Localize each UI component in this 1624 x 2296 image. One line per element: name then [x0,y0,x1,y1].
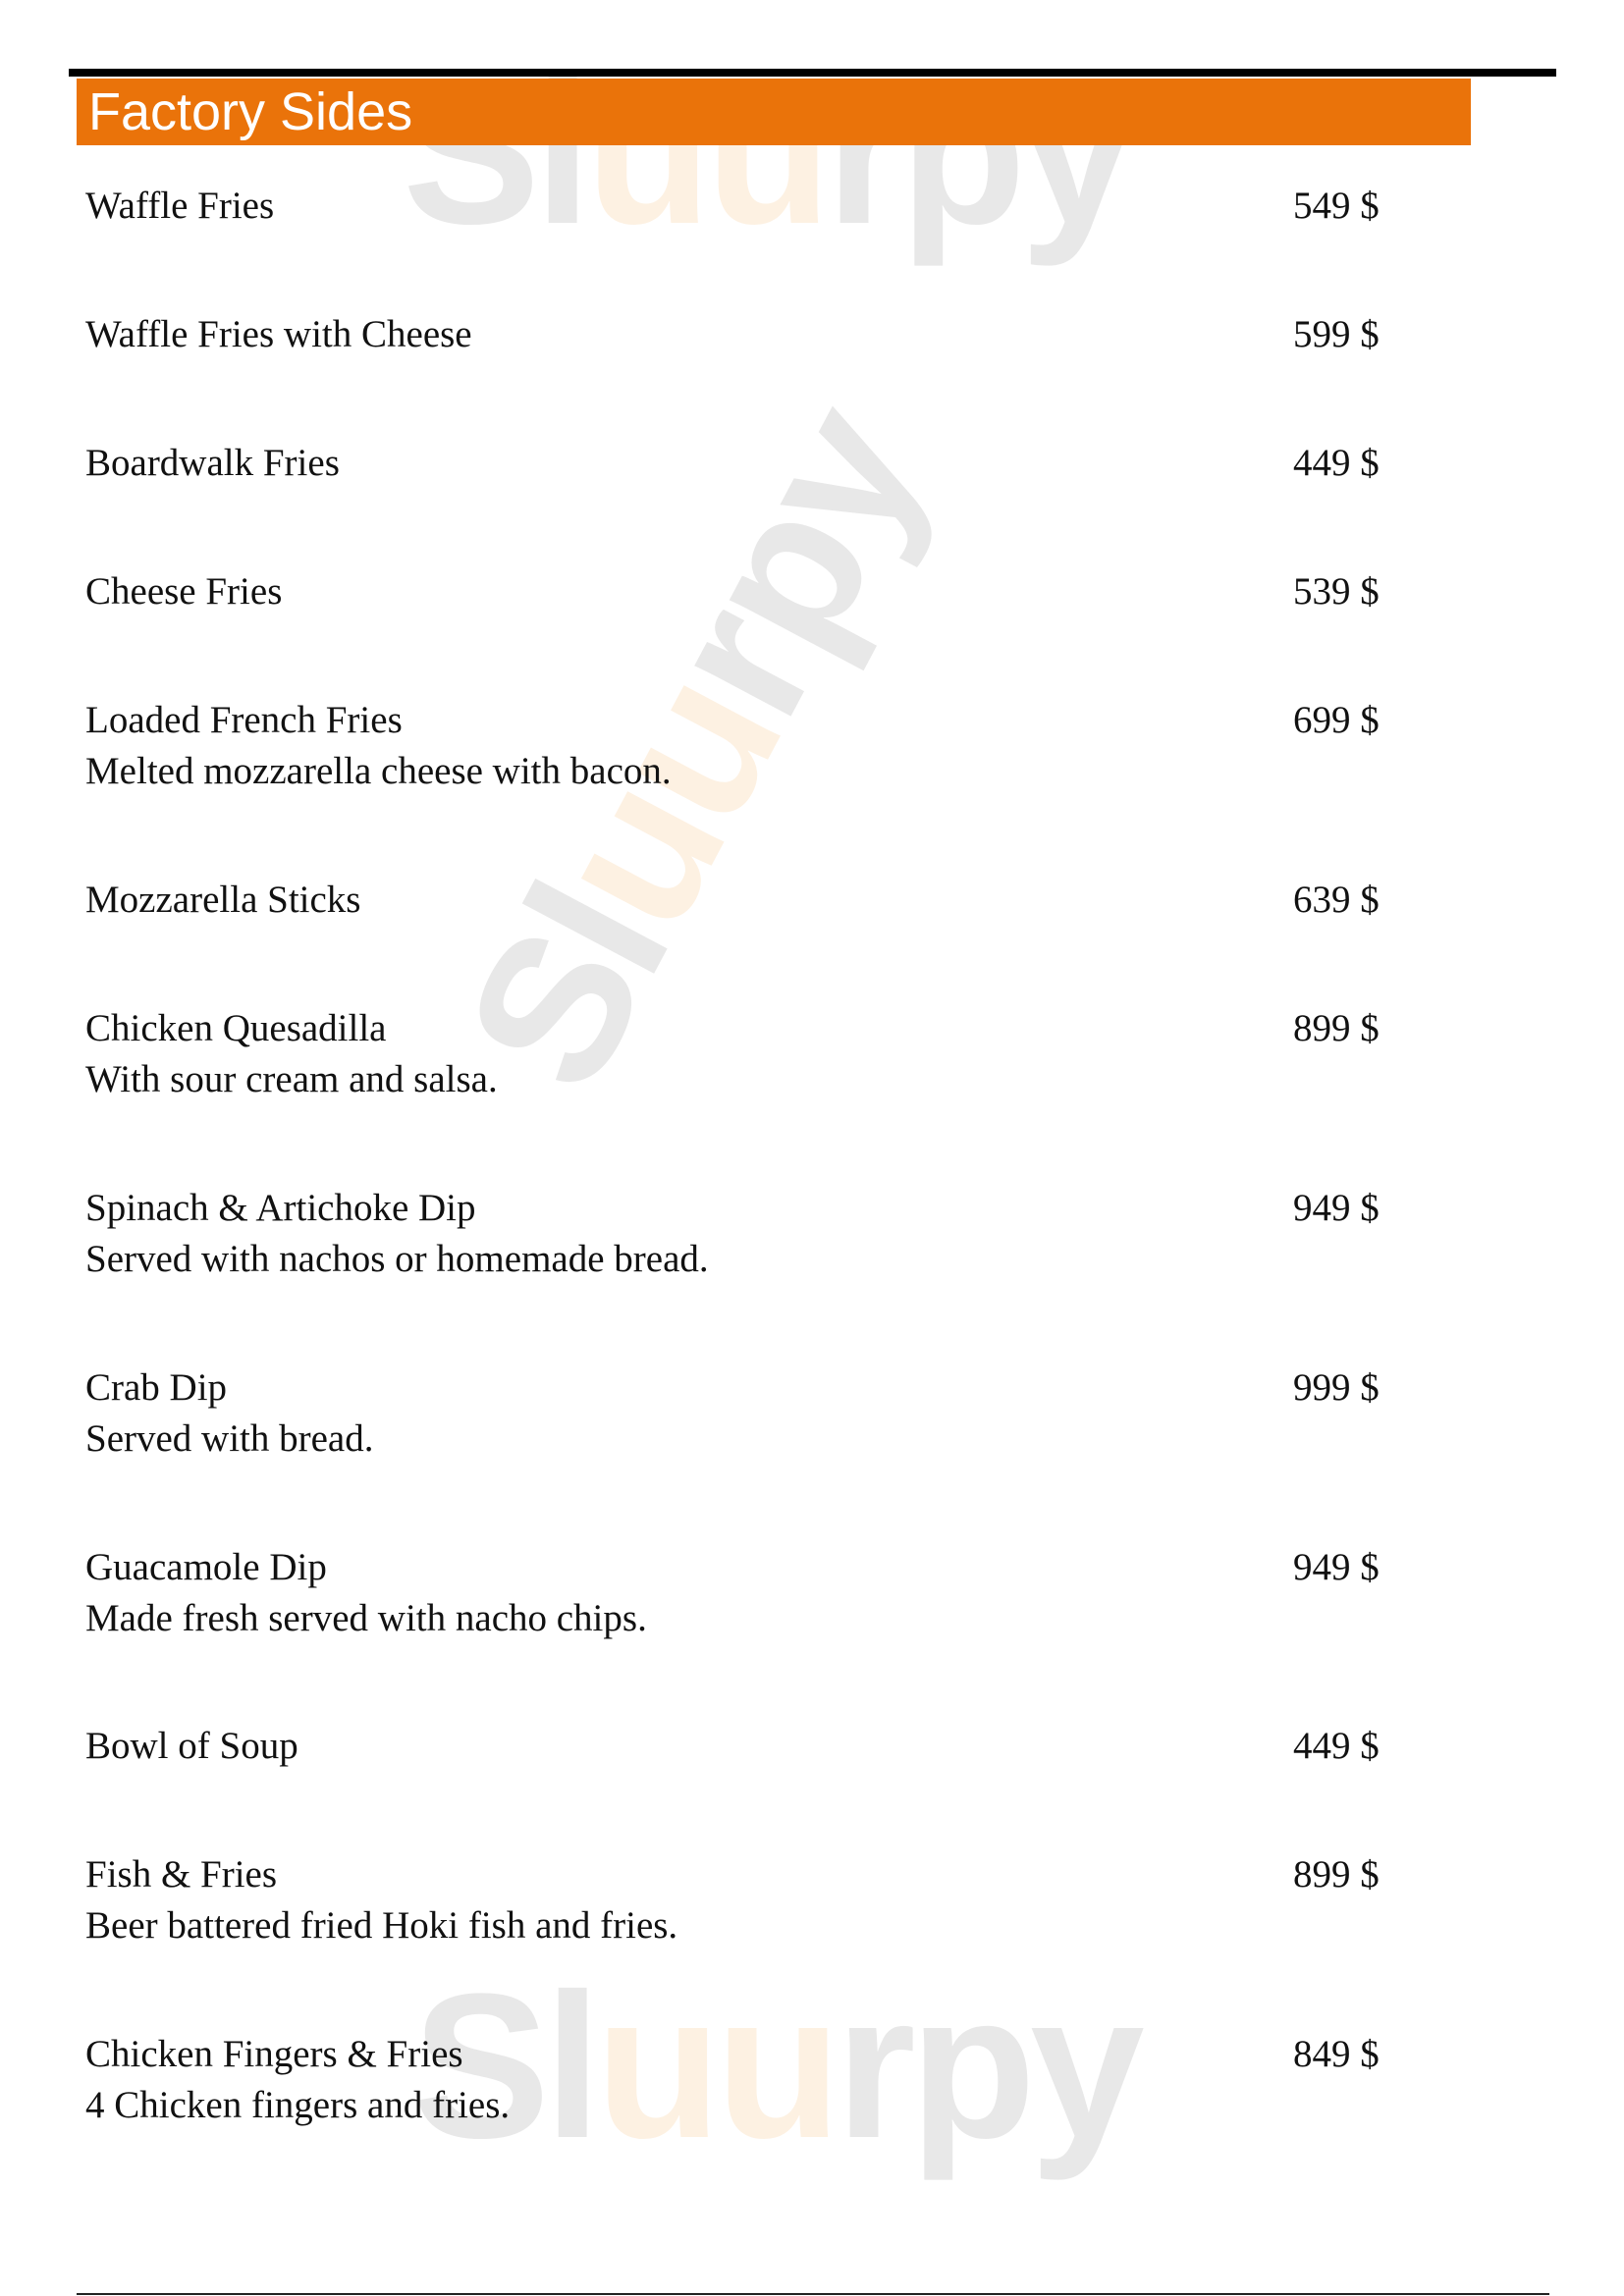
menu-item [85,2032,1391,2140]
menu-item-price: 899 $ [1293,1007,1380,1049]
menu-item [85,1365,1391,1473]
menu-item [85,184,1391,292]
menu-item [85,312,1391,420]
menu-item-description: 4 Chicken fingers and fries. [85,2084,511,2126]
menu-item-price: 949 $ [1293,1187,1380,1229]
menu-item-price: 599 $ [1293,313,1380,355]
menu-item-price: 549 $ [1293,185,1380,227]
menu-item-description: Served with nachos or homemade bread. [85,1238,709,1280]
watermark-text-part: uu [595,1950,836,2181]
menu-item-name: Crab Dip [85,1366,228,1409]
menu-item-name: Bowl of Soup [85,1725,298,1767]
menu-item [85,698,1391,806]
menu-item-price: 849 $ [1293,2033,1380,2075]
menu-item-description: Beer battered fried Hoki fish and fries. [85,1904,678,1947]
menu-item [85,1186,1391,1294]
menu-item [85,1006,1391,1114]
menu-item [85,441,1391,549]
menu-item-name: Waffle Fries [85,185,275,227]
menu-item-name: Boardwalk Fries [85,442,340,484]
watermark-text-part: rpy [825,36,1129,267]
menu-item-name: Loaded French Fries [85,699,403,741]
menu-item-price: 449 $ [1293,1725,1380,1767]
menu-item-name: Chicken Quesadilla [85,1007,387,1049]
menu-item [85,878,1391,986]
menu-item-description: Melted mozzarella cheese with bacon. [85,750,672,792]
menu-item-name: Waffle Fries with Cheese [85,313,472,355]
watermark-text-part: Sl [420,853,711,1124]
menu-item-price: 699 $ [1293,699,1380,741]
section-title: Factory Sides [88,82,413,141]
menu-item-price: 999 $ [1293,1366,1380,1409]
menu-item-price: 949 $ [1293,1546,1380,1588]
watermark-text-part: rpy [835,1950,1139,2181]
menu-item-name: Mozzarella Sticks [85,879,361,921]
menu-item-price: 899 $ [1293,1853,1380,1896]
menu-item-price: 449 $ [1293,442,1380,484]
bottom-divider [77,2293,1549,2295]
menu-item-name: Cheese Fries [85,570,283,613]
menu-item-description: Made fresh served with nacho chips. [85,1597,647,1639]
watermark-text-part: uu [507,641,824,962]
menu-item [85,1724,1391,1832]
menu-item-description: With sour cream and salsa. [85,1058,498,1100]
menu-item-price: 539 $ [1293,570,1380,613]
watermark-text-part: Sl [403,36,586,267]
menu-item-name: Fish & Fries [85,1853,278,1896]
menu-item-price: 639 $ [1293,879,1380,921]
menu-item-name: Chicken Fingers & Fries [85,2033,463,2075]
menu-item [85,1545,1391,1653]
watermark-text-part: Sl [412,1950,596,2181]
menu-item [85,569,1391,677]
menu-item-name: Spinach & Artichoke Dip [85,1187,476,1229]
menu-item-description: Served with bread. [85,1417,374,1460]
menu-item [85,1852,1391,1960]
menu-item-name: Guacamole Dip [85,1546,327,1588]
watermark-text-part: rpy [619,373,966,750]
watermark-text-part: uu [585,36,826,267]
